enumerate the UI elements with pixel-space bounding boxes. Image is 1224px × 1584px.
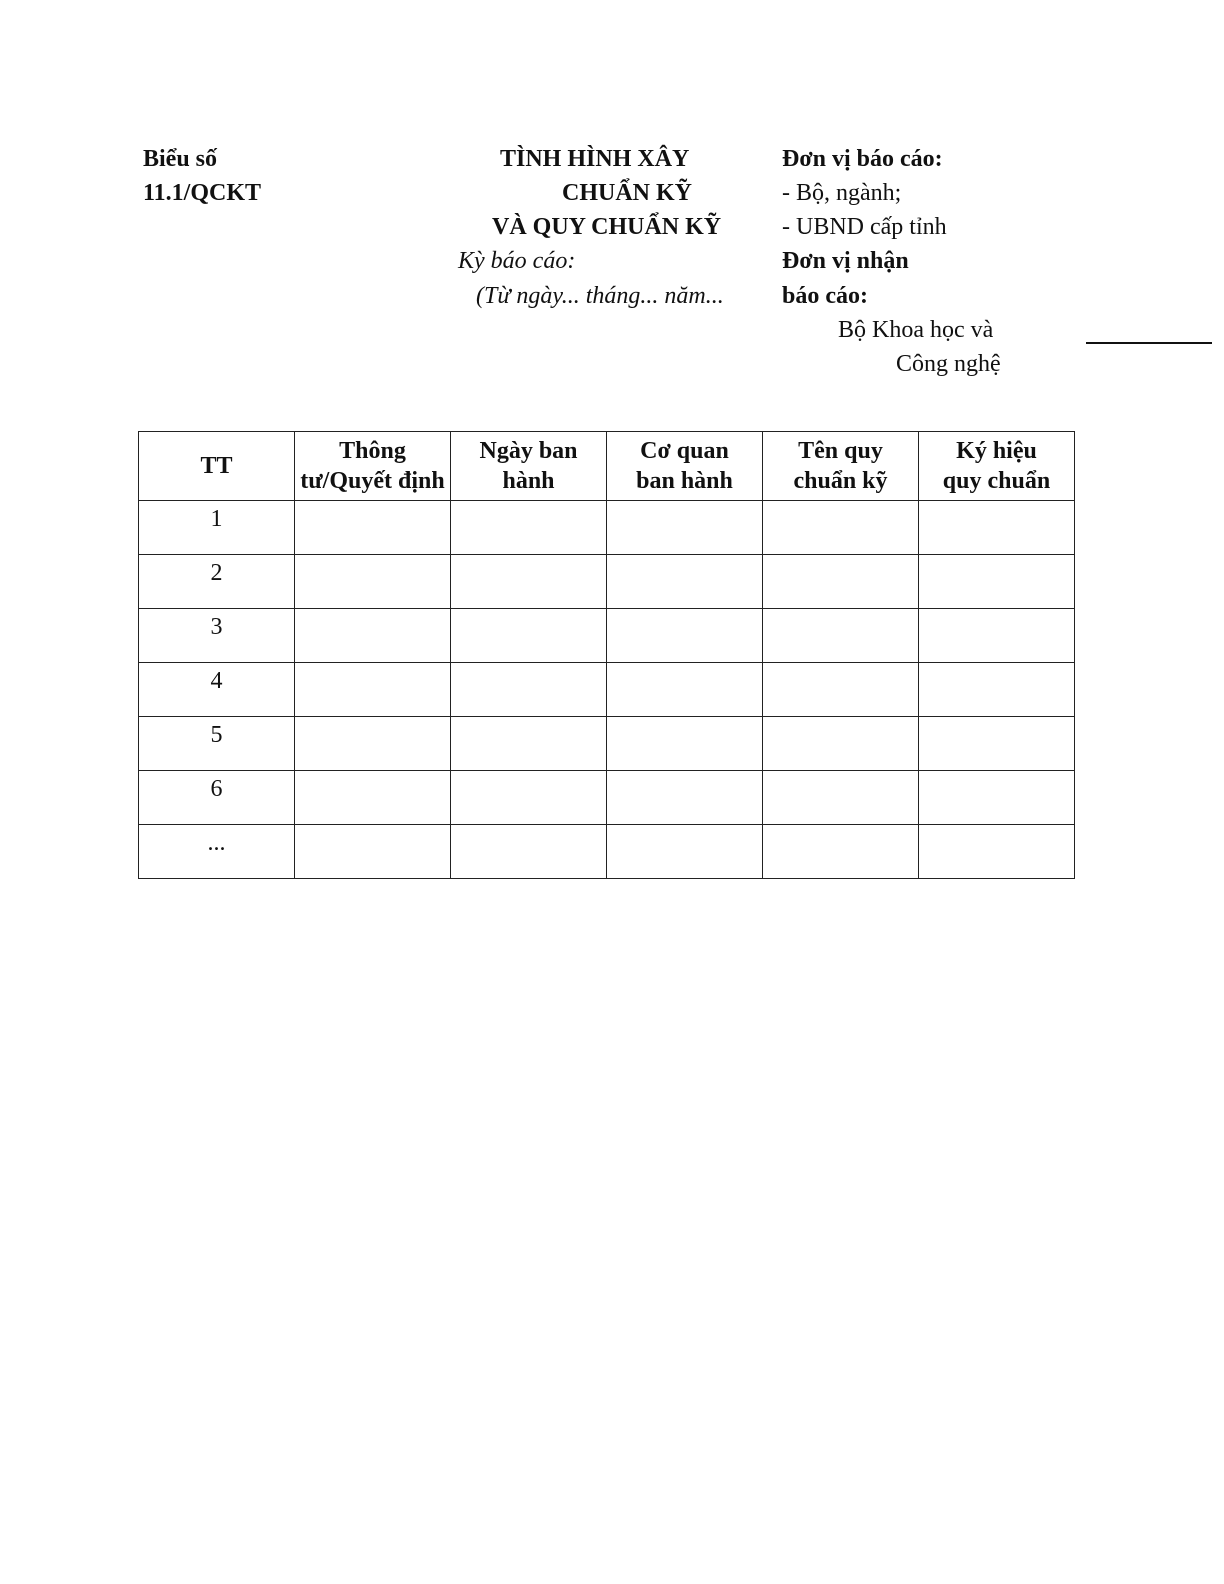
table-cell[interactable] [607, 663, 763, 717]
column-header-line: TT [200, 453, 233, 479]
receiving-unit-line1: Bộ Khoa học và [838, 317, 994, 343]
table-cell[interactable] [763, 663, 919, 717]
table-cell[interactable] [295, 771, 451, 825]
column-header-decision [295, 432, 451, 501]
table-cell[interactable] [295, 609, 451, 663]
period-range: (Từ ngày... tháng... năm... [476, 283, 724, 309]
report-table [138, 431, 1075, 879]
table-cell[interactable] [607, 555, 763, 609]
row-number: ... [139, 825, 295, 879]
table-cell[interactable] [919, 825, 1075, 879]
column-header-line: Tên quy [798, 438, 883, 464]
table-cell[interactable] [451, 555, 607, 609]
table-cell[interactable] [295, 501, 451, 555]
row-number: 5 [139, 717, 295, 771]
column-header-line: Cơ quan [640, 438, 729, 464]
table-cell[interactable] [451, 825, 607, 879]
table-cell[interactable] [919, 555, 1075, 609]
column-header-line: Ký hiệu [956, 438, 1037, 464]
table-header-row [139, 432, 1075, 501]
form-code: 11.1/QCKT [143, 180, 262, 206]
table-row [139, 609, 1075, 663]
table-cell[interactable] [607, 717, 763, 771]
report-title-line2: CHUẨN KỸ [562, 180, 692, 206]
receiving-unit-label-line1: Đơn vị nhận [782, 248, 909, 274]
row-number: 1 [139, 501, 295, 555]
table-cell[interactable] [763, 501, 919, 555]
table-cell[interactable] [919, 663, 1075, 717]
period-label: Kỳ báo cáo: [458, 248, 576, 274]
receiving-unit-label-line2: báo cáo: [782, 283, 868, 309]
column-header-regulation-name [763, 432, 919, 501]
reporting-unit-ministry: - Bộ, ngành; [782, 180, 902, 206]
column-header-issuing-agency [607, 432, 763, 501]
reporting-unit-province: - UBND cấp tỉnh [782, 214, 947, 240]
table-row [139, 555, 1075, 609]
form-label: Biểu số [143, 146, 218, 172]
signature-rule [1086, 342, 1212, 344]
table-cell[interactable] [607, 501, 763, 555]
table-row [139, 771, 1075, 825]
column-header-line: hành [502, 468, 555, 494]
table-cell[interactable] [919, 609, 1075, 663]
table-cell[interactable] [607, 609, 763, 663]
column-header-issue-date [451, 432, 607, 501]
table-cell[interactable] [919, 771, 1075, 825]
reporting-unit-label: Đơn vị báo cáo: [782, 146, 943, 172]
table-cell[interactable] [451, 609, 607, 663]
table-cell[interactable] [763, 717, 919, 771]
table-cell[interactable] [763, 555, 919, 609]
table-cell[interactable] [295, 825, 451, 879]
column-header-line: Thông [339, 438, 406, 464]
column-header-line: ban hành [636, 468, 733, 494]
table-cell[interactable] [451, 771, 607, 825]
table-row [139, 501, 1075, 555]
column-header-regulation-code [919, 432, 1075, 501]
table-cell[interactable] [295, 663, 451, 717]
table-cell[interactable] [451, 501, 607, 555]
table-cell[interactable] [763, 825, 919, 879]
column-header-line: Ngày ban [479, 438, 578, 464]
table-cell[interactable] [295, 717, 451, 771]
report-title-line3: VÀ QUY CHUẨN KỸ [492, 214, 722, 240]
column-header-line: quy chuẩn [942, 468, 1051, 494]
column-header-line: chuẩn kỹ [793, 468, 888, 494]
row-number: 3 [139, 609, 295, 663]
table-cell[interactable] [763, 609, 919, 663]
receiving-unit-line2: Công nghệ [896, 351, 1001, 377]
row-number: 4 [139, 663, 295, 717]
row-number: 2 [139, 555, 295, 609]
table-row [139, 717, 1075, 771]
report-title-line1: TÌNH HÌNH XÂY [500, 146, 690, 172]
table-cell[interactable] [451, 717, 607, 771]
table-cell[interactable] [919, 501, 1075, 555]
row-number: 6 [139, 771, 295, 825]
column-header-tt [139, 432, 295, 501]
table-cell[interactable] [607, 825, 763, 879]
table-cell[interactable] [763, 771, 919, 825]
table-cell[interactable] [451, 663, 607, 717]
table-cell[interactable] [919, 717, 1075, 771]
table-cell[interactable] [607, 771, 763, 825]
table-row [139, 825, 1075, 879]
table-cell[interactable] [295, 555, 451, 609]
column-header-line: tư/Quyết định [300, 468, 445, 494]
table-row [139, 663, 1075, 717]
